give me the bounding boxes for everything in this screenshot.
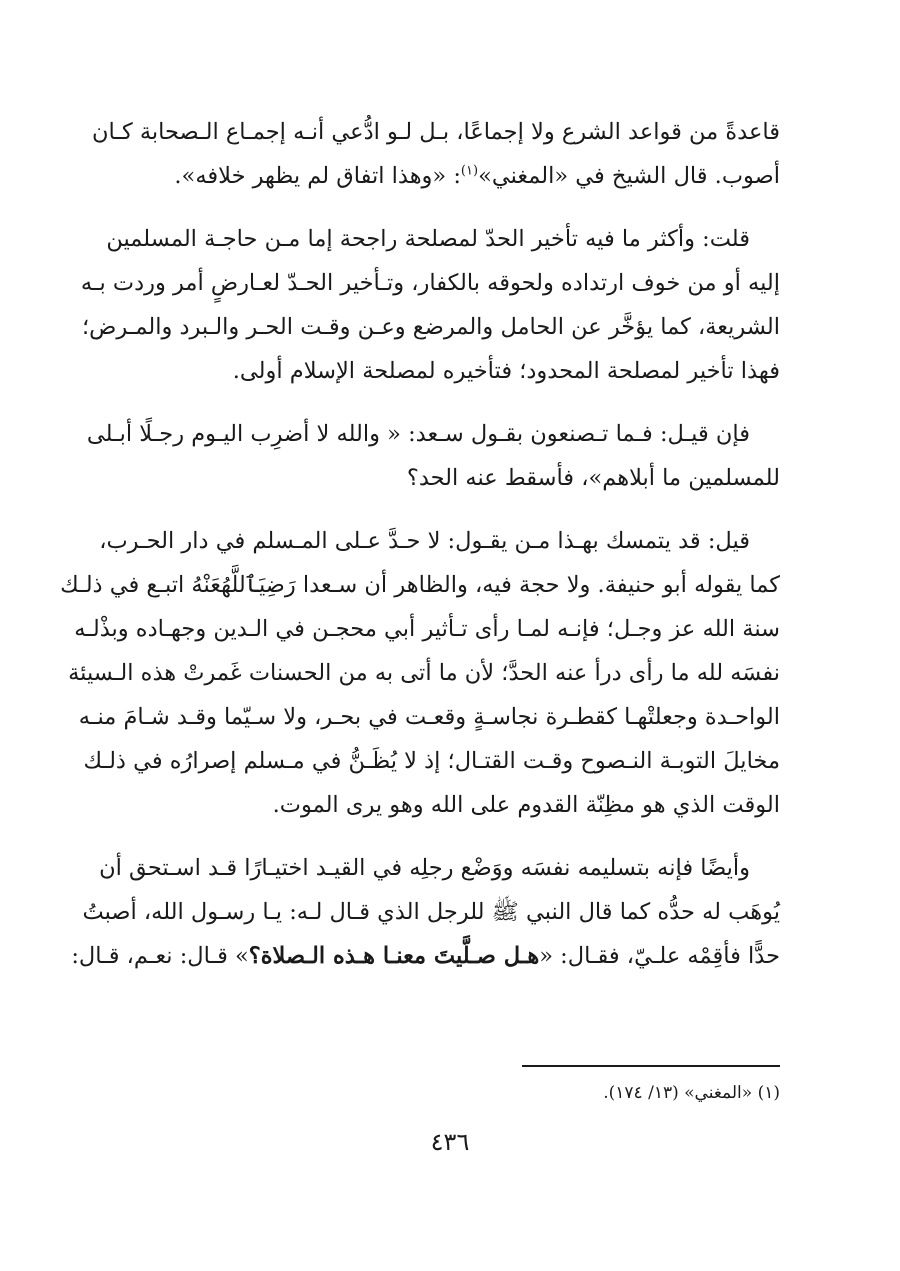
text-line: سنة الله عز وجـل؛ فإنـه لمـا رأى تـأثير أبي محجـن في الـدين وجهـاده وبذْلـه	[74, 616, 780, 642]
text-segment: : «وهذا اتفاق لم يظهر خلافه».	[174, 163, 461, 189]
text-segment: حدًّا فأقِمْه علـيّ، فقـال: «	[539, 943, 780, 969]
text-line: كما يقوله أبو حنيفة. ولا حجة فيه، والظاهر أن سـعدا رَضِيَٱللَّهُعَنْهُ اتبـع في ذلـك	[60, 572, 780, 598]
text-line: فهذا تأخير لمصلحة المحدود؛ فتأخيره لمصلحة الإسلام أولى.	[232, 358, 780, 384]
footnote: (١) «المغني» (١٣/ ١٧٤).	[603, 1083, 780, 1103]
text-line: وأيضًا فإنه بتسليمه نفسَه ووَضْع رجلِه في القيـد اختيـارًا قـد اسـتحق أن	[99, 855, 750, 881]
paragraph-1	[91, 110, 780, 198]
text-line: الواحـدة وجعلتْهـا كقطـرة نجاسـةٍ وقعـت في بحـر، ولا سـيّما وقـد شـامَ منـه	[78, 704, 780, 730]
text-line: نفسَه لله ما رأى درأ عنه الحدَّ؛ لأن ما أتى به من الحسنات غَمرتْ هذه الـسيئة	[68, 660, 780, 686]
text-line: فإن قيـل: فـما تـصنعون بقـول سـعد: « والله لا أضرِب اليـوم رجـلًا أبـلى	[86, 421, 750, 447]
footnote-divider	[522, 1065, 780, 1067]
paragraph-4	[60, 519, 780, 827]
text-line: الشريعة، كما يؤخَّر عن الحامل والمرضع وعـن وقـت الحـر والـبرد والمـرض؛	[81, 314, 780, 340]
main-text	[60, 110, 780, 997]
paragraph-5	[71, 846, 780, 978]
footnote-reference[interactable]: (١)	[460, 163, 479, 179]
text-line: قاعدةً من قواعد الشرع ولا إجماعًا، بـل لـو ادُّعي أنـه إجمـاع الـصحابة كـان	[91, 119, 780, 145]
text-line: قلت: وأكثر ما فيه تأخير الحدّ لمصلحة راجحة إما مـن حاجـة المسلمين	[106, 226, 750, 252]
text-segment: أصوب. قال الشيخ في «المغني»	[478, 163, 780, 189]
text-segment: » قـال: نعـم، قـال:	[71, 943, 249, 969]
hadith-quote: هـل صـلَّيتَ معنـا هـذه الـصلاة؟	[248, 943, 540, 969]
paragraph-2	[80, 217, 780, 393]
paragraph-3	[86, 412, 780, 500]
text-line	[112, 154, 780, 198]
text-line	[71, 934, 780, 978]
text-line: الوقت الذي هو مظِنّة القدوم على الله وهو يرى الموت.	[272, 792, 780, 818]
text-line: مخايلَ التوبـة النـصوح وقـت القتـال؛ إذ لا يُظَـنُّ في مـسلم إصرارُه في ذلـك	[83, 748, 780, 774]
text-line: يُوهَب له حدُّه كما قال النبي ﷺ للرجل الذي قـال لـه: يـا رسـول الله، أصبتُ	[82, 899, 780, 925]
text-line: للمسلمين ما أبلاهم»، فأسقط عنه الحد؟	[406, 465, 780, 491]
text-line: قيل: قد يتمسك بهـذا مـن يقـول: لا حـدَّ عـلى المـسلم في دار الحـرب،	[99, 528, 750, 554]
page-number: ٤٣٦	[430, 1128, 470, 1156]
text-line: إليه أو من خوف ارتداده ولحوقه بالكفار، وتـأخير الحـدّ لعـارضٍ أمر وردت بـه	[80, 270, 780, 296]
